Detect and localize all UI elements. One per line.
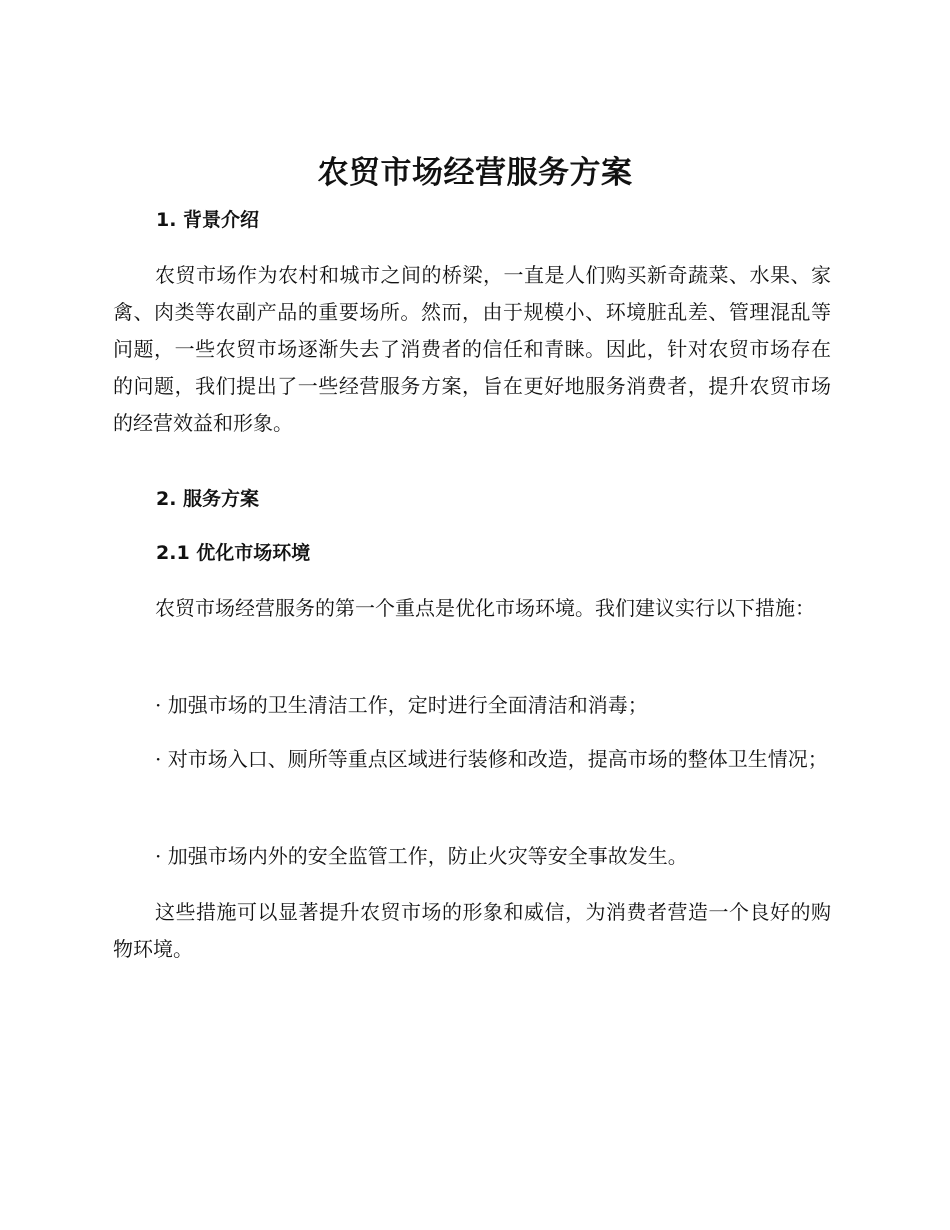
background-paragraph: 农贸市场作为农村和城市之间的桥梁，一直是人们购买新奇蔬菜、水果、家禽、肉类等农副产品的重要场所。然而，由于规模小、环境脏乱差、管理混乱等问题，一些农贸市场逐渐失去了消费者的信任和青睐。因此，针对农贸市场存在的问题，我们提出了一些经营服务方案，旨在更好地服务消费者，提升农贸市场的经营效益和形象。 [113, 263, 831, 435]
section-heading-service-plan: 2. 服务方案 [156, 488, 260, 510]
environment-intro-paragraph: 农贸市场经营服务的第一个重点是优化市场环境。我们建议实行以下措施： [155, 596, 815, 620]
bullet-item-safety: · 加强市场内外的安全监管工作，防止火灾等安全事故发生。 [155, 844, 688, 868]
environment-conclusion-paragraph: 这些措施可以显著提升农贸市场的形象和威信，为消费者营造一个良好的购物环境。 [113, 900, 831, 961]
bullet-item-renovation: · 对市场入口、厕所等重点区域进行装修和改造，提高市场的整体卫生情况； [155, 747, 828, 771]
document-title: 农贸市场经营服务方案 [317, 155, 633, 191]
subsection-heading-optimize-environment: 2.1 优化市场环境 [156, 542, 311, 564]
bullet-item-cleaning: · 加强市场的卫生清洁工作，定时进行全面清洁和消毒； [155, 693, 648, 717]
section-heading-background: 1. 背景介绍 [156, 209, 260, 231]
